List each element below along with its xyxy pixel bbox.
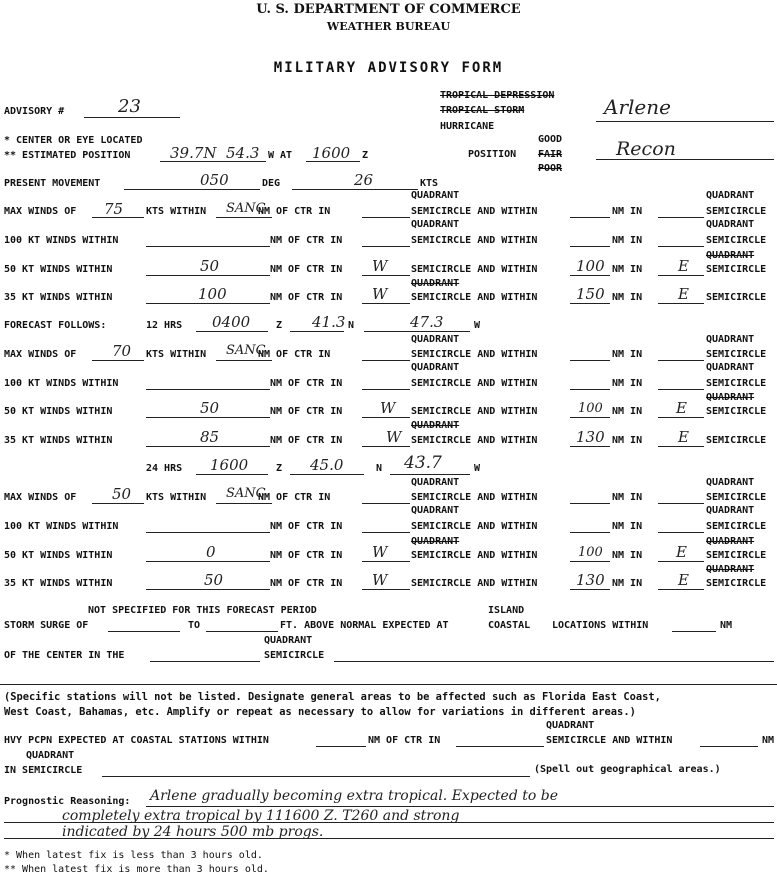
reasoning-line-3: indicated by 24 hours 500 mb progs. <box>62 824 324 840</box>
semicircle-label: SEMICIRCLE <box>706 435 767 446</box>
z-label: Z <box>362 150 369 161</box>
quadrant-label: QUADRANT <box>706 564 755 575</box>
kt100-label: 100 KT WINDS WITHIN <box>4 521 119 532</box>
semicircle-label: SEMICIRCLE <box>706 492 767 503</box>
fc12-max-winds: 70 <box>112 342 132 360</box>
hvy-nm-line <box>316 746 366 747</box>
semicircle-within-label: SEMICIRCLE AND WITHIN <box>411 492 538 503</box>
max-winds-label: MAX WINDS OF <box>4 349 77 360</box>
quadrant-line <box>362 589 410 590</box>
specific-note-2: West Coast, Bahamas, etc. Amplify or repeat as necessary to allow for variations in different areas.) <box>4 706 636 718</box>
nm-line <box>570 561 610 562</box>
nm-in-label: NM IN <box>612 521 643 532</box>
semicircle-within-label: SEMICIRCLE AND WITHIN <box>411 435 538 446</box>
fc12-kt50: 50 <box>200 399 220 417</box>
quadrant-line <box>362 532 410 533</box>
semicircle-label: SEMICIRCLE <box>706 206 767 217</box>
w-label: W <box>474 320 481 331</box>
semicircle-within-label: SEMICIRCLE AND WITHIN <box>411 550 538 561</box>
nm-in-label: NM IN <box>612 378 643 389</box>
semicircle-within-label: SEMICIRCLE AND WITHIN <box>411 378 538 389</box>
quadrant-line <box>362 417 410 418</box>
nm-of-ctr-label: NM OF CTR IN <box>258 492 331 503</box>
quality-poor: POOR <box>538 163 563 174</box>
fc24-kt50: 0 <box>206 543 216 561</box>
position-label: POSITION <box>468 149 517 160</box>
quadrant2-line <box>658 532 704 533</box>
quadrant2-line <box>658 389 704 390</box>
nm-line <box>570 503 610 504</box>
nm-in-label: NM IN <box>612 235 643 246</box>
surge-quadrant-line <box>150 661 260 662</box>
quadrant2-line <box>658 246 704 247</box>
kt35-line <box>146 446 270 447</box>
semicircle-label: SEMICIRCLE <box>706 235 767 246</box>
max-winds-line <box>92 503 144 504</box>
quadrant-label: QUADRANT <box>411 420 460 431</box>
kt50-line <box>146 561 270 562</box>
kt50-line <box>146 417 270 418</box>
movement-label: PRESENT MOVEMENT <box>4 178 101 189</box>
quadrant-label: QUADRANT <box>411 219 460 230</box>
storm-name: Arlene <box>604 95 671 119</box>
hvy-nm2-line <box>700 746 758 747</box>
fc24-max-winds: 50 <box>112 485 132 503</box>
kt35-value: 100 <box>198 285 227 303</box>
nm-in-label: NM IN <box>612 264 643 275</box>
reasoning-line-1: Arlene gradually becoming extra tropical. Expected to be <box>150 788 558 804</box>
kt50-quadrant2: E <box>678 257 689 275</box>
semicircle-label: SEMICIRCLE <box>706 550 767 561</box>
nm-in-label: NM IN <box>612 206 643 217</box>
fc12-kt35-quadrant: W <box>386 428 402 446</box>
nm-line <box>570 246 610 247</box>
quadrant-label: QUADRANT <box>411 536 460 547</box>
island-label: ISLAND <box>488 605 525 616</box>
nm-in-label: NM IN <box>612 492 643 503</box>
nm-in-label: NM IN <box>612 406 643 417</box>
reasoning-line <box>146 806 774 807</box>
max-within-value: SANC <box>226 201 266 216</box>
bureau-heading: WEATHER BUREAU <box>326 20 451 33</box>
fc24-kt50-nm: 100 <box>578 545 603 560</box>
quadrant2-line <box>658 275 704 276</box>
nm-line <box>570 532 610 533</box>
semicircle-label: SEMICIRCLE <box>706 521 767 532</box>
semicircle-within-label: SEMICIRCLE AND WITHIN <box>411 235 538 246</box>
storm-type-hurricane: HURRICANE <box>440 121 495 132</box>
fc12-lat-line <box>290 331 344 332</box>
quadrant-label: QUADRANT <box>26 750 75 761</box>
fc24-lat: 45.0 <box>310 456 344 474</box>
quadrant2-line <box>658 503 704 504</box>
locations-within-label: LOCATIONS WITHIN <box>552 620 649 631</box>
semicircle-within-label: SEMICIRCLE AND WITHIN <box>411 406 538 417</box>
quadrant2-line <box>658 217 704 218</box>
quadrant-label: QUADRANT <box>411 477 460 488</box>
nm-line <box>570 446 610 447</box>
fc12-time-line <box>196 331 268 332</box>
semicircle-label: SEMICIRCLE <box>706 292 767 303</box>
nm-of-ctr-label: NM OF CTR IN <box>258 206 331 217</box>
kt50-label: 50 KT WINDS WITHIN <box>4 264 113 275</box>
nm-of-ctr-label: NM OF CTR IN <box>258 349 331 360</box>
quadrant-label: QUADRANT <box>706 392 755 403</box>
semicircle-within-label: SEMICIRCLE AND WITHIN <box>411 521 538 532</box>
quadrant-line <box>362 217 410 218</box>
kt35-line <box>146 589 270 590</box>
nm-of-ctr-label: NM OF CTR IN <box>270 435 343 446</box>
kts-label: KTS <box>420 178 439 189</box>
fc12-kt35-nm: 130 <box>576 428 605 446</box>
kt100-line <box>146 246 270 247</box>
nm-line <box>570 303 610 304</box>
quadrant-label: QUADRANT <box>264 635 313 646</box>
hvy-semicircle-label: SEMICIRCLE AND WITHIN <box>546 735 673 746</box>
max-winds-value: 75 <box>104 200 124 218</box>
max-winds-label: MAX WINDS OF <box>4 206 77 217</box>
surge-to-line <box>206 631 278 632</box>
divider <box>0 684 777 685</box>
kts-within-label: KTS WITHIN <box>146 206 207 217</box>
quadrant-label: QUADRANT <box>706 250 755 261</box>
z-label: Z <box>276 463 283 474</box>
storm-type-depression: TROPICAL DEPRESSION <box>440 90 555 101</box>
form-title: MILITARY ADVISORY FORM <box>273 60 504 76</box>
kt50-label: 50 KT WINDS WITHIN <box>4 406 113 417</box>
semicircle-within-label: SEMICIRCLE AND WITHIN <box>411 349 538 360</box>
kt50-quadrant: W <box>372 257 388 275</box>
nm-of-ctr-label: NM OF CTR IN <box>270 578 343 589</box>
semicircle-label: SEMICIRCLE <box>706 378 767 389</box>
advisory-number: 23 <box>118 96 141 117</box>
reasoning-line <box>4 822 774 823</box>
storm-name-line <box>596 121 774 122</box>
spell-out-note: (Spell out geographical areas.) <box>534 764 721 775</box>
quadrant2-line <box>658 303 704 304</box>
semicircle-within-label: SEMICIRCLE AND WITHIN <box>411 578 538 589</box>
position-lat: 39.7N <box>170 144 217 162</box>
kt50-nm: 100 <box>576 257 605 275</box>
semicircle-label: SEMICIRCLE <box>706 406 767 417</box>
forecast-label: FORECAST FOLLOWS: <box>4 320 107 331</box>
nm-of-ctr-label: NM OF CTR IN <box>270 292 343 303</box>
fc24-kt35-quadrant2: E <box>678 571 689 589</box>
quadrant-line <box>362 561 410 562</box>
quadrant2-line <box>658 446 704 447</box>
fc12-max-within: SANC <box>226 343 266 358</box>
surge-to-label: TO <box>188 620 201 631</box>
semicircle-within-label: SEMICIRCLE AND WITHIN <box>411 206 538 217</box>
position-lon: 54.3 <box>226 144 260 162</box>
w-at-label: W AT <box>268 150 293 161</box>
nm-in-label: NM IN <box>612 349 643 360</box>
specific-note-1: (Specific stations will not be listed. Designate general areas to be affected such as Florida East Coast, <box>4 691 661 703</box>
nm-of-ctr-label: NM OF CTR IN <box>270 521 343 532</box>
movement-speed-line <box>292 189 418 190</box>
hvy-nm2-label: NM <box>762 735 775 746</box>
advisory-label: ADVISORY # <box>4 106 65 117</box>
semicircle-within-label: SEMICIRCLE AND WITHIN <box>411 264 538 275</box>
nm-in-label: NM IN <box>612 435 643 446</box>
storm-type-storm: TROPICAL STORM <box>440 105 525 116</box>
hvy-pcpn-label: HVY PCPN EXPECTED AT COASTAL STATIONS WITHIN <box>4 735 269 746</box>
quadrant-label: QUADRANT <box>411 362 460 373</box>
center-located-note: * CENTER OR EYE LOCATED <box>4 135 143 146</box>
w-label: W <box>474 463 481 474</box>
semicircle-label: SEMICIRCLE <box>706 264 767 275</box>
nm-line <box>570 217 610 218</box>
quadrant-label: QUADRANT <box>706 362 755 373</box>
kts-within-label: KTS WITHIN <box>146 349 207 360</box>
fc24-kt35: 50 <box>204 571 224 589</box>
reasoning-line-2: completely extra tropical by 111600 Z. T260 and strong <box>62 808 460 824</box>
estimated-position-note: ** ESTIMATED POSITION <box>4 150 131 161</box>
in-semicircle-line <box>102 776 530 777</box>
hrs12-label: 12 HRS <box>146 320 183 331</box>
center-in-label: OF THE CENTER IN THE <box>4 650 125 661</box>
fc24-lat-line <box>290 474 364 475</box>
fc12-kt50-nm: 100 <box>578 401 603 416</box>
nm-line <box>570 589 610 590</box>
z-label: Z <box>276 320 283 331</box>
fc24-lon-line <box>390 474 470 475</box>
quadrant-label: QUADRANT <box>706 190 755 201</box>
movement-dir: 050 <box>200 171 229 189</box>
fc24-kt35-nm: 130 <box>576 571 605 589</box>
surge-from-line <box>108 631 180 632</box>
fc12-lon: 47.3 <box>410 313 444 331</box>
quadrant-label: QUADRANT <box>411 190 460 201</box>
movement-speed: 26 <box>354 171 374 189</box>
quadrant2-line <box>658 360 704 361</box>
semicircle-label: SEMICIRCLE <box>706 349 767 360</box>
deg-label: DEG <box>262 178 281 189</box>
quality-fair: FAIR <box>538 149 563 160</box>
nm-of-ctr-label: NM OF CTR IN <box>270 550 343 561</box>
position-time: 1600 <box>312 144 351 162</box>
quadrant2-line <box>658 561 704 562</box>
kt35-nm: 150 <box>576 285 605 303</box>
not-specified-note: NOT SPECIFIED FOR THIS FORECAST PERIOD <box>88 605 317 616</box>
quadrant-line <box>362 275 410 276</box>
fc12-time: 0400 <box>212 313 251 331</box>
surge-nm-label: NM <box>720 620 733 631</box>
semicircle-label: SEMICIRCLE <box>264 650 325 661</box>
kt35-quadrant2: E <box>678 285 689 303</box>
fc12-lon-line <box>364 331 470 332</box>
max-winds-line <box>92 360 144 361</box>
n-label: N <box>348 320 355 331</box>
nm-of-ctr-label: NM OF CTR IN <box>270 378 343 389</box>
quadrant-label: QUADRANT <box>706 505 755 516</box>
movement-dir-line <box>124 189 260 190</box>
quadrant2-line <box>658 589 704 590</box>
hvy-nm-label: NM OF CTR IN <box>368 735 441 746</box>
ft-above-label: FT. ABOVE NORMAL EXPECTED AT <box>280 620 449 631</box>
department-heading: U. S. DEPARTMENT OF COMMERCE <box>256 2 521 17</box>
kt100-line <box>146 532 270 533</box>
surge-areas-line <box>334 661 774 662</box>
kt100-label: 100 KT WINDS WITHIN <box>4 235 119 246</box>
semicircle-label: SEMICIRCLE <box>706 578 767 589</box>
quadrant-line <box>362 303 410 304</box>
quadrant-line <box>362 360 410 361</box>
footnote-more: ** When latest fix is more than 3 hours old. <box>4 864 269 875</box>
fc24-kt35-quadrant: W <box>372 571 388 589</box>
fc12-kt50-quadrant: W <box>380 399 396 417</box>
in-semicircle-label: IN SEMICIRCLE <box>4 765 83 776</box>
advisory-number-line <box>84 117 180 118</box>
nm-line <box>570 360 610 361</box>
max-winds-label: MAX WINDS OF <box>4 492 77 503</box>
kt35-label: 35 KT WINDS WITHIN <box>4 578 113 589</box>
quadrant-line <box>362 246 410 247</box>
quality-value: Recon <box>616 138 676 160</box>
fc24-time-line <box>196 474 268 475</box>
kt35-label: 35 KT WINDS WITHIN <box>4 292 113 303</box>
footnote-less: * When latest fix is less than 3 hours old. <box>4 850 263 861</box>
prognostic-label: Prognostic Reasoning: <box>4 796 131 807</box>
kt50-line <box>146 275 270 276</box>
fc24-kt50-quadrant2: E <box>676 543 687 561</box>
kt100-label: 100 KT WINDS WITHIN <box>4 378 119 389</box>
fc24-kt50-quadrant: W <box>372 543 388 561</box>
kt50-label: 50 KT WINDS WITHIN <box>4 550 113 561</box>
kt35-quadrant: W <box>372 285 388 303</box>
nm-in-label: NM IN <box>612 578 643 589</box>
kt50-value: 50 <box>200 257 220 275</box>
nm-in-label: NM IN <box>612 550 643 561</box>
fc24-lon: 43.7 <box>404 453 442 473</box>
nm-of-ctr-label: NM OF CTR IN <box>270 406 343 417</box>
nm-of-ctr-label: NM OF CTR IN <box>270 264 343 275</box>
fc12-kt50-quadrant2: E <box>676 399 687 417</box>
coastal-label: COASTAL <box>488 620 531 631</box>
quadrant-label: QUADRANT <box>706 219 755 230</box>
nm-of-ctr-label: NM OF CTR IN <box>270 235 343 246</box>
quality-good: GOOD <box>538 134 563 145</box>
surge-nm-line <box>672 631 716 632</box>
quadrant-label: QUADRANT <box>411 334 460 345</box>
quadrant-label: QUADRANT <box>546 720 595 731</box>
quadrant-label: QUADRANT <box>411 505 460 516</box>
kt35-line <box>146 303 270 304</box>
n-label: N <box>376 463 383 474</box>
quadrant-label: QUADRANT <box>706 536 755 547</box>
nm-line <box>570 417 610 418</box>
storm-surge-label: STORM SURGE OF <box>4 620 89 631</box>
fc12-kt35-quadrant2: E <box>678 428 689 446</box>
quadrant-line <box>362 446 410 447</box>
kts-within-label: KTS WITHIN <box>146 492 207 503</box>
kt100-line <box>146 389 270 390</box>
quadrant-label: QUADRANT <box>706 334 755 345</box>
fc24-max-within: SANC <box>226 486 266 501</box>
reasoning-line <box>4 838 774 839</box>
kt35-label: 35 KT WINDS WITHIN <box>4 435 113 446</box>
nm-line <box>570 389 610 390</box>
quadrant-line <box>362 503 410 504</box>
fc12-kt35: 85 <box>200 428 220 446</box>
nm-in-label: NM IN <box>612 292 643 303</box>
fc24-time: 1600 <box>210 456 249 474</box>
quadrant-label: QUADRANT <box>411 278 460 289</box>
quadrant2-line <box>658 417 704 418</box>
semicircle-within-label: SEMICIRCLE AND WITHIN <box>411 292 538 303</box>
hrs24-label: 24 HRS <box>146 463 183 474</box>
quadrant-line <box>362 389 410 390</box>
quadrant-label: QUADRANT <box>706 477 755 488</box>
hvy-quadrant-line <box>456 746 544 747</box>
nm-line <box>570 275 610 276</box>
fc12-lat: 41.3 <box>312 313 346 331</box>
